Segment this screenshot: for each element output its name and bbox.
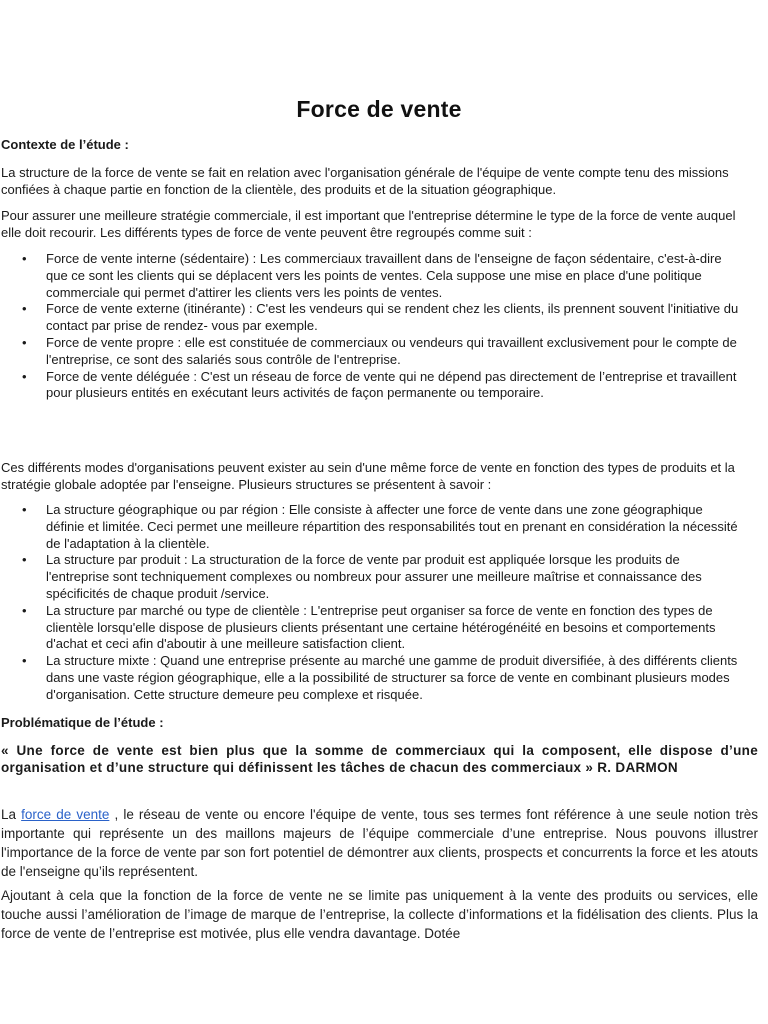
list-item: • Force de vente externe (itinérante) : C'est les vendeurs qui se rendent chez les clients, ils prennent souvent l'initiative du contact par prise de rendez- vous par exemple.: [0, 301, 742, 335]
paragraph-intro: [1, 805, 758, 881]
list-item: • La structure par marché ou type de clientèle : L'entreprise peut organiser sa force de vente en fonction des types de clientèle lorsqu'elle dispose de plusieurs clients présentant une certaine hétérogénéité en besoins et comportements d'achat et ceci afin d'aboutir à une meilleure satisfaction client.: [0, 603, 742, 653]
quote-darmon: « Une force de vente est bien plus que la somme de commerciaux qui la composent, elle dispose d’une organisation et d’une structure qui définissent les tâches de chacun des commerciaux » R. DARMON: [1, 743, 758, 775]
list-item: • La structure par produit : La structuration de la force de vente par produit est appliquée lorsque les produits de l'entreprise sont techniquement complexes ou nombreux pour assurer une meilleure maîtrise et connaissance des spécificités de chaque produit /service.: [0, 552, 742, 602]
intro-rest: , le réseau de vente ou encore l'équipe de vente, tous ses termes font référence à une seule notion très importante qui représente un des maillons majeurs de l’équipe commerciale d’une entreprise. Nous pouvons illustrer l'importance de la force de vente par son fort potentiel de démontrer aux clients, prospects et concurrents la force et les atouts de l'enseigne qu’ils représentent.: [1, 807, 758, 879]
list-item: • La structure géographique ou par région : Elle consiste à affecter une force de vente dans une zone géographique définie et limitée. Ceci permet une meilleure répartition des responsabilités tout en prenant en considération la nécessité de l'adaptation à la clientèle.: [0, 502, 742, 552]
paragraph-modes: Ces différents modes d'organisations peuvent exister au sein d'une même force de vente en fonction des types de produits et la stratégie globale adoptée par l'enseigne. Plusieurs structures se présentent à savoir :: [1, 460, 735, 492]
paragraph-strategy: Pour assurer une meilleure stratégie commerciale, il est important que l'entreprise détermine le type de la force de vente auquel elle doit recourir. Les différents types de force de vente peuvent être regroupés comme suit :: [1, 208, 736, 240]
list-item: • Force de vente interne (sédentaire) : Les commerciaux travaillent dans de l'enseigne de façon sédentaire, c'est-à-dire que ce sont les clients qui se déplacent vers les points de ventes. Cela suppose une mise en place d'une politique commerciale qui permet d'attirer les clients vers les points de ventes.: [0, 251, 742, 301]
list-item: • Force de vente propre : elle est constituée de commerciaux ou vendeurs qui travaillent exclusivement pour le compte de l'entreprise, ce sont des salariés sous contrôle de l'entreprise.: [0, 335, 742, 369]
paragraph-last: Ajoutant à cela que la fonction de la force de vente ne se limite pas uniquement à la vente des produits ou services, elle touche aussi l’amélioration de l’image de marque de l’entreprise, la collecte d’informations et la fidélisation des clients. Plus la force de vente de l’entreprise est motivée, plus elle vendra davantage. Dotée: [1, 888, 758, 941]
paragraph-structure: La structure de la force de vente se fait en relation avec l'organisation générale de l'équipe de vente compte tenu des missions confiées à chaque partie en fonction de la clientèle, des produits et de la situation géographique.: [1, 165, 729, 197]
context-heading: Contexte de l’étude :: [1, 137, 129, 152]
force-de-vente-link[interactable]: force de vente: [21, 807, 110, 822]
list-item: • La structure mixte : Quand une entreprise présente au marché une gamme de produit diversifiée, à des différents clients dans une vaste région géographique, elle a la possibilité de structurer sa force de vente en combinant plusieurs modes d'organisation. Cette structure demeure peu complexe et risquée.: [0, 653, 742, 703]
page-title: Force de vente: [296, 96, 462, 122]
list-item: • Force de vente déléguée : C'est un réseau de force de vente qui ne dépend pas directement de l’entreprise et travaillent pour plusieurs entités en exécutant leurs activités de façon permanente ou temporaire.: [0, 369, 742, 403]
intro-prefix: La: [1, 807, 22, 822]
problem-heading: Problématique de l’étude :: [1, 715, 164, 730]
structures-list: [0, 502, 742, 704]
types-list: [0, 251, 742, 402]
